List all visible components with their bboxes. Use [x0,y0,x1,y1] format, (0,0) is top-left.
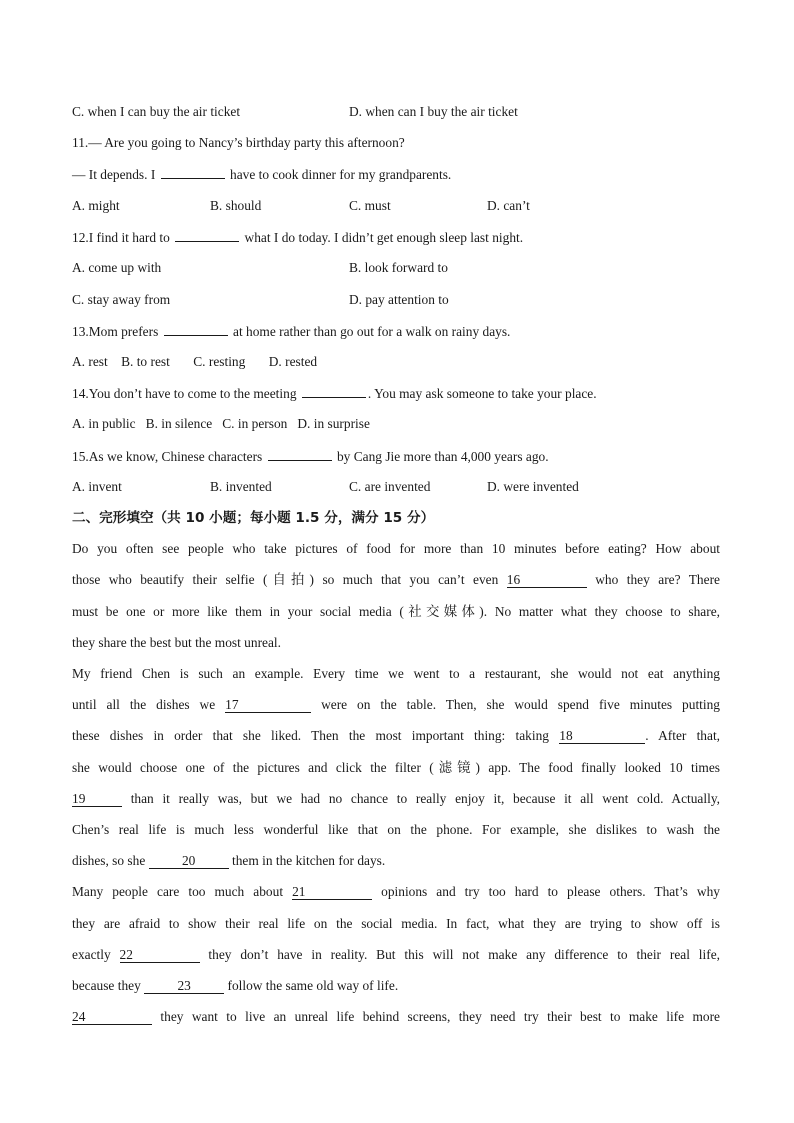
passage-line [72,727,720,745]
passage-text: . After that, [645,728,721,743]
q11-reply [72,165,451,184]
q14-stem-post: . You may ask someone to take your place. [367,386,597,401]
passage-line [72,977,398,995]
passage-text: follow the same old way of life. [227,978,399,993]
q15-option-a: A. invent [72,479,122,494]
passage-line [72,696,720,714]
q11-answer-blank [161,165,225,179]
passage-line [72,571,720,589]
q13-options: A. rest B. to rest C. resting D. rested [72,354,318,369]
q11-option-c: C. must [349,198,391,213]
passage-text: were on the table. Then, she would spend five minutes putting [321,697,720,712]
passage-text: those who beautify their selfie (自拍) so much that you can’t even [72,572,499,587]
passage-text: them in the kitchen for days. [232,853,386,868]
cloze-blank-18: 18 [559,729,645,744]
q13-stem-pre: 13.Mom prefers [72,324,159,339]
q11-option-d: D. can’t [487,198,530,213]
passage-line: she would choose one of the pictures and click the filter (滤镜) app. The food finally looked 10 times [72,760,720,775]
q15-option-c: C. are invented [349,479,431,494]
q12-option-d: D. pay attention to [349,292,449,307]
passage-text: Many people care too much about [72,884,284,899]
cloze-blank-23: 23 [144,979,224,994]
passage-text: until all the dishes we [72,697,216,712]
q15-option-b: B. invented [210,479,272,494]
passage-text: they don’t have in reality. But this will not make any difference to their real life, [208,947,720,962]
q13-stem-post: at home rather than go out for a walk on rainy days. [233,324,511,339]
cloze-blank-21: 21 [292,885,372,900]
passage-text: exactly [72,947,111,962]
passage-text: they want to live an unreal life behind screens, they need try their best to make life more [160,1009,720,1024]
passage-line [72,852,385,870]
q15-answer-blank [268,447,332,461]
q14-stem-pre: 14.You don’t have to come to the meeting [72,386,297,401]
passage-line: Do you often see people who take pictures of food for more than 10 minutes before eating? How about [72,541,720,556]
cloze-blank-17: 17 [225,698,311,713]
passage-text: opinions and try too hard to please others. That’s why [381,884,720,899]
passage-line [72,1008,720,1026]
passage-line [72,946,720,964]
passage-line: must be one or more like them in your social media (社交媒体). No matter what they choose to share, [72,604,720,619]
cloze-blank-19: 19 [72,792,122,807]
q15-option-d: D. were invented [487,479,579,494]
q12-stem [72,228,523,247]
passage-text: dishes, so she [72,853,146,868]
q11-reply-text-post: have to cook dinner for my grandparents. [230,167,452,182]
q12-answer-blank [175,228,239,242]
q11-option-a: A. might [72,198,120,213]
passage-text: than it really was, but we had no chance to really enjoy it, because it all went cold. Actually, [130,791,720,806]
q14-answer-blank [302,384,366,398]
cloze-blank-22: 22 [120,948,200,963]
passage-line: they are afraid to show their real life on the social media. In fact, what they are trying to show off is [72,916,720,931]
q12-stem-pre: 12.I find it hard to [72,230,170,245]
passage-text: these dishes in order that she liked. Then the most important thing: taking [72,728,549,743]
passage-line [72,883,720,901]
passage-line: they share the best but the most unreal. [72,635,281,650]
q15-stem [72,447,549,466]
q14-options: A. in public B. in silence C. in person D. in surprise [72,416,370,431]
q10-option-c: C. when I can buy the air ticket [72,104,241,119]
passage-line: My friend Chen is such an example. Every time we went to a restaurant, she would not eat anything [72,666,720,681]
q11-option-b: B. should [210,198,262,213]
q13-answer-blank [164,322,228,336]
cloze-blank-16: 16 [507,573,587,588]
q10-option-d: D. when can I buy the air ticket [349,104,518,119]
q13-stem [72,322,510,341]
q12-option-c: C. stay away from [72,292,171,307]
q12-option-b: B. look forward to [349,260,448,275]
cloze-blank-20: 20 [149,854,229,869]
passage-line: Chen’s real life is much less wonderful like that on the phone. For example, she dislikes to wash the [72,822,720,837]
passage-line [72,790,720,808]
q11-reply-text-pre: — It depends. I [72,167,156,182]
q12-stem-post: what I do today. I didn’t get enough sleep last night. [244,230,524,245]
q11-stem: 11.— Are you going to Nancy’s birthday party this afternoon? [72,135,405,150]
passage-text: because they [72,978,141,993]
q15-stem-post: by Cang Jie more than 4,000 years ago. [336,449,549,464]
q12-option-a: A. come up with [72,260,162,275]
q14-stem [72,384,597,403]
q15-stem-pre: 15.As we know, Chinese characters [72,449,263,464]
passage-text: who they are? There [595,572,720,587]
section-title-cloze: 二、完形填空（共 10 小题；每小题 1.5 分，满分 15 分） [72,510,435,526]
cloze-blank-24: 24 [72,1010,152,1025]
